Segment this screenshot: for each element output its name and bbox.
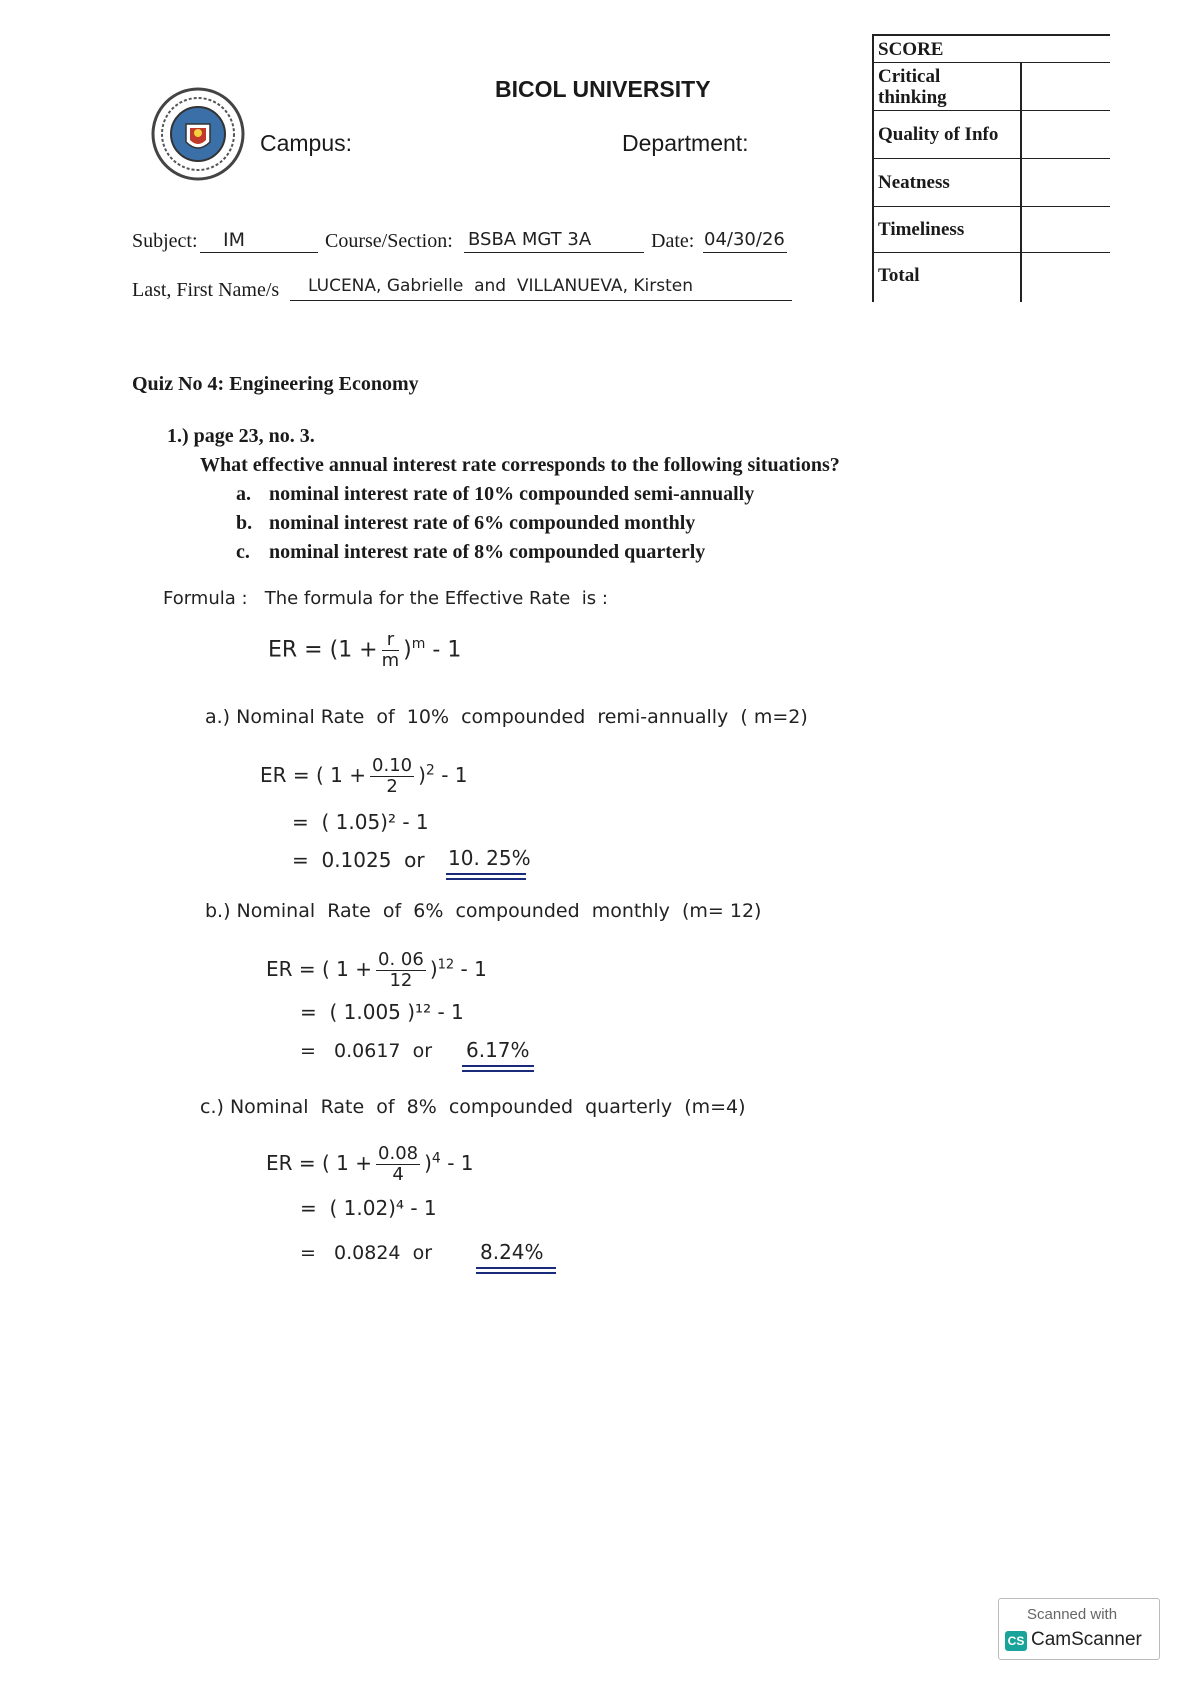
question-ref: 1.) page 23, no. 3.	[167, 425, 315, 447]
formula-exp: m	[411, 636, 426, 653]
item-a-text: nominal interest rate of 10% compounded semi-annually	[269, 483, 755, 505]
subject-value: IM	[223, 229, 245, 251]
name-underline	[290, 300, 792, 301]
course-value: BSBA MGT 3A	[468, 229, 592, 250]
part-b-line3: = 0.0617 or	[300, 1040, 433, 1062]
formula-rhs: )	[403, 637, 412, 663]
score-label-critical: Critical thinking	[878, 66, 947, 108]
part-a-answer-underline-1	[446, 873, 526, 875]
quiz-title: Quiz No 4: Engineering Economy	[132, 373, 419, 395]
part-c-lhs: ER = ( 1 +	[266, 1151, 373, 1175]
part-c-rhs: )	[424, 1151, 432, 1175]
item-a-letter: a.	[236, 483, 251, 505]
course-underline	[464, 252, 644, 253]
score-row-total	[874, 252, 1110, 302]
item-c-text: nominal interest rate of 8% compounded quarterly	[269, 541, 706, 563]
part-c-den: 4	[392, 1164, 404, 1185]
part-a-line1	[260, 756, 468, 797]
camscanner-badge	[998, 1598, 1160, 1660]
part-a-den: 2	[386, 776, 398, 797]
part-c-answer: 8.24%	[480, 1240, 544, 1264]
part-a-fraction	[370, 756, 414, 797]
part-c-line3: = 0.0824 or	[300, 1242, 433, 1264]
part-b-fraction	[376, 950, 426, 991]
part-c-fraction	[376, 1144, 420, 1185]
score-row-quality	[874, 110, 1110, 159]
score-label-neatness: Neatness	[878, 172, 950, 193]
part-b-answer: 6.17%	[466, 1038, 530, 1062]
date-value: 04/30/26	[704, 229, 785, 250]
formula-num: r	[382, 630, 400, 651]
part-b-answer-underline-2	[462, 1070, 534, 1072]
part-a-heading: a.) Nominal Rate of 10% compounded remi-annually ( m=2)	[205, 706, 808, 728]
university-title: BICOL UNIVERSITY	[495, 76, 711, 102]
part-a-num: 0.10	[372, 755, 413, 776]
part-c-answer-underline-2	[476, 1272, 556, 1274]
part-a-lhs: ER = ( 1 +	[260, 763, 367, 787]
part-b-num: 0. 06	[378, 949, 424, 970]
score-row-timeliness	[874, 206, 1110, 253]
part-a-line3: = 0.1025 or	[292, 848, 425, 872]
part-b-line1	[266, 950, 487, 991]
part-c-answer-underline-1	[476, 1267, 556, 1269]
part-b-answer-underline-1	[462, 1065, 534, 1067]
name-value: LUCENA, Gabrielle and VILLANUEVA, Kirsten	[308, 276, 693, 296]
part-a-rhs: )	[418, 763, 426, 787]
score-row-neatness	[874, 158, 1110, 207]
date-label: Date:	[651, 230, 695, 252]
date-underline	[703, 252, 787, 253]
item-b-text: nominal interest rate of 6% compounded monthly	[269, 512, 696, 534]
part-c-tail: - 1	[447, 1151, 474, 1175]
scanned-with-label: Scanned with	[1027, 1606, 1118, 1623]
campus-label: Campus:	[260, 130, 353, 156]
part-c-line1	[266, 1144, 474, 1185]
score-row-critical	[874, 62, 1110, 111]
part-b-rhs: )	[429, 957, 438, 981]
part-a-line2: = ( 1.05)² - 1	[292, 810, 429, 834]
department-label: Department:	[622, 130, 749, 156]
score-title: SCORE	[878, 39, 944, 60]
part-c-num: 0.08	[378, 1143, 419, 1164]
part-b-exp: 12	[437, 957, 455, 973]
part-b-tail: - 1	[460, 957, 487, 981]
course-label: Course/Section:	[325, 230, 453, 252]
formula-tail: - 1	[432, 637, 462, 663]
part-a-tail: - 1	[441, 763, 468, 787]
part-c-exp: 4	[431, 1150, 441, 1167]
score-divider	[1020, 62, 1022, 302]
university-seal-icon	[150, 86, 246, 182]
subject-underline	[200, 252, 318, 253]
item-b-letter: b.	[236, 512, 253, 534]
score-label-quality: Quality of Info	[878, 124, 999, 145]
question-text: What effective annual interest rate corresponds to the following situations?	[200, 454, 840, 476]
formula-den: m	[381, 650, 400, 671]
part-b-lhs: ER = ( 1 +	[266, 957, 373, 981]
part-c-line2: = ( 1.02)⁴ - 1	[300, 1196, 437, 1220]
part-b-den: 12	[389, 970, 413, 991]
item-c-letter: c.	[236, 541, 250, 563]
camscanner-label: CamScanner	[1031, 1629, 1142, 1650]
part-b-line2: = ( 1.005 )¹² - 1	[300, 1000, 464, 1024]
formula-equation	[268, 630, 461, 671]
part-c-heading: c.) Nominal Rate of 8% compounded quarterly (m=4)	[200, 1096, 746, 1118]
part-a-answer-underline-2	[446, 878, 526, 880]
score-label-timeliness: Timeliness	[878, 219, 965, 240]
part-a-answer: 10. 25%	[448, 846, 531, 870]
part-a-exp: 2	[425, 762, 435, 779]
score-label-total: Total	[878, 265, 920, 286]
formula-intro: Formula : The formula for the Effective Rate is :	[163, 588, 608, 609]
subject-label: Subject:	[132, 230, 198, 252]
name-label: Last, First Name/s	[132, 279, 280, 301]
score-table	[872, 34, 1110, 302]
score-title-row	[874, 36, 1110, 63]
camscanner-logo-icon: CS	[1005, 1631, 1027, 1651]
part-b-heading: b.) Nominal Rate of 6% compounded monthly (m= 12)	[205, 900, 762, 922]
formula-lhs: ER = (1 +	[268, 637, 378, 663]
formula-fraction	[382, 630, 400, 671]
